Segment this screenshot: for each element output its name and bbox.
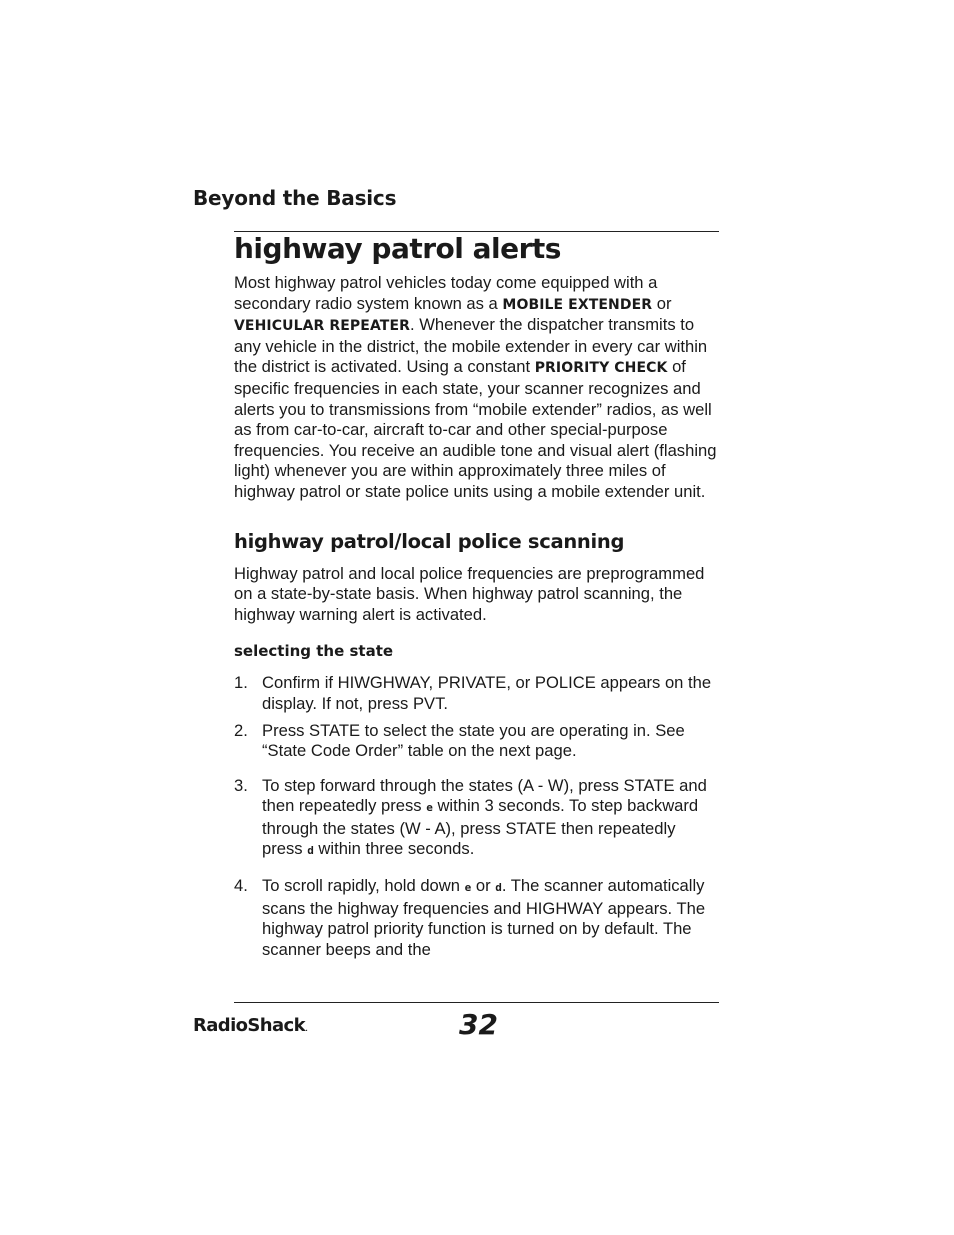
brand-dot: . [305,1023,308,1034]
list-item [234,673,720,714]
intro-text-4: of specific frequencies in each state, your scanner recognizes and alerts you to transmissions from “mobile extender” radios, as well as from car-to-car, aircraft to-car and other special-purpose frequencies. You receive an audible tone and visual alert (flashing light) whenever you are within approximately three miles of highway patrol or state police units using a mobile extender unit. [234,357,717,501]
step-text-part: . The scanner automatically scans the highway frequencies and HIGHWAY appears. The highway patrol priority function is turned on by default. The scanner beeps and the [262,876,706,959]
step-text: Press STATE to select the state you are operating in. See “State Code Order” table on the next page. [262,720,685,761]
step-number: 1. [234,673,248,693]
steps-list [234,673,720,960]
term-mobile-extender: MOBILE EXTENDER [502,296,653,313]
intro-paragraph [234,273,720,503]
term-vehicular-repeater: VEHICULAR REPEATER [234,318,410,335]
brand-logo [193,1015,308,1036]
list-item [234,876,720,960]
intro-text-2: or [652,293,672,313]
step-text [262,876,705,959]
intro-text-3: . Whenever the dispatcher transmits to any vehicle in the district, the mobile extender in every car within the district is activated. Using a constant [234,315,708,377]
step-text-part: To step forward through the states (A - W), press STATE and then repeatedly press [262,775,707,816]
page-number: 32 [459,1008,498,1041]
step-number: 2. [234,720,248,740]
step-text: Confirm if HIWGHWAY, PRIVATE, or POLICE appears on the display. If not, press PVT. [262,673,712,713]
down-key-icon: d [495,881,502,895]
up-key-icon: e [464,881,472,895]
step-number: 3. [234,775,248,795]
minor-heading-selecting-state: selecting the state [234,642,394,661]
subheading-scanning: highway patrol/local police scanning [234,529,625,553]
down-key-icon: d [307,844,314,858]
list-item [234,721,720,762]
step-text-part: To scroll rapidly, hold down [262,876,465,896]
step-text [262,776,707,859]
bottom-divider [234,1002,719,1003]
article-body [234,232,720,960]
section-heading: Beyond the Basics [193,186,397,210]
step-text-part: or [471,876,496,896]
intro-text-1: Most highway patrol vehicles today come equipped with a secondary radio system known as a [234,273,658,313]
step-text-part: within 3 seconds. To step backward through the states (W - A), press STATE then repeatedly press [262,796,699,859]
term-priority-check: PRIORITY CHECK [534,360,668,377]
brand-name: RadioShack [193,1015,305,1036]
page-title: highway patrol alerts [234,232,561,265]
step-number: 4. [234,876,248,896]
list-item [234,776,720,862]
scanning-paragraph: Highway patrol and local police frequencies are preprogrammed on a state-by-state basis. When highway patrol scanning, the highway warning alert is activated. [234,563,705,624]
step-text-part: within three seconds. [313,839,475,859]
up-key-icon: e [426,801,433,815]
